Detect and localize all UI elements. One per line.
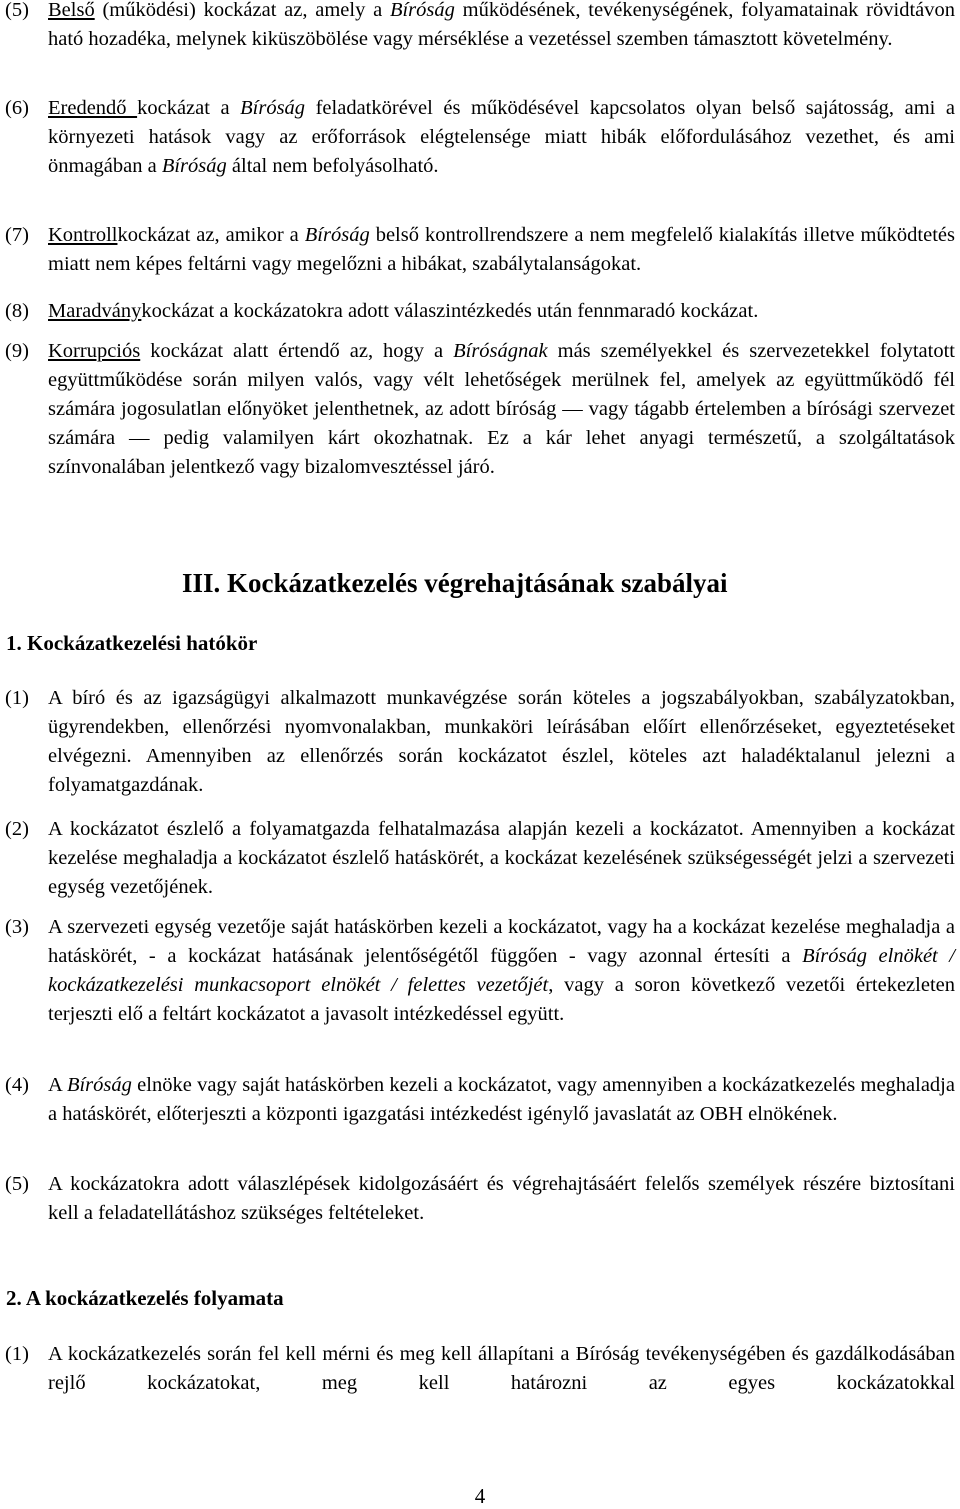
paragraph-text: Maradványkockázat a kockázatokra adott válaszintézkedés után fennmaradó kockázat. (48, 300, 759, 322)
definition-9 (5, 337, 955, 482)
defined-term: Korrupciós (48, 340, 141, 362)
paragraph-number: (5) (5, 0, 29, 21)
definition-6 (5, 94, 955, 181)
definition-7 (5, 221, 955, 279)
section1-paragraph-5 (5, 1170, 955, 1228)
paragraph-number: (6) (5, 97, 29, 119)
definition-8 (5, 297, 955, 326)
defined-term: Eredendő (48, 97, 138, 119)
italic-recipients: Bíróság elnökét / kockázatkezelési munkacsoport elnökét / felettes vezetőjét (48, 945, 955, 996)
paragraph-text: A Bíróság elnöke vagy saját hatáskörben kezeli a kockázatot, vagy amennyiben a kockázatkezelés meghaladja a hatáskörét, előterjeszti a központi igazgatási intézkedést igénylő javaslatát az OBH elnökének. (48, 1074, 955, 1125)
defined-term: Belső (48, 0, 95, 21)
section2-paragraph-1 (5, 1340, 955, 1398)
paragraph-number: (5) (5, 1173, 29, 1195)
page-number: 4 (474, 1484, 486, 1508)
paragraph-number: (2) (5, 818, 29, 840)
defined-term: Maradvány (48, 300, 142, 322)
section1-paragraph-3 (5, 913, 955, 1029)
paragraph-number: (4) (5, 1074, 29, 1096)
court-name: Bíróság (389, 0, 455, 21)
paragraph-number: (1) (5, 687, 29, 709)
paragraph-text: Korrupciós kockázat alatt értendő az, hogy a Bíróságnak más személyekkel és szervezetekkel folytatott együttműködése során milyen valós, vagy vélt lehetőségek merülnek fel, amelyek az együttműködő fél számára jogosulatlan előnyöket jelenthetnek, az adott bíróság — vagy tágabb értelemben a bírósági szervezet számára — pedig valamilyen kárt okozhatnak. Ez a kár lehet anyagi természetű, a szolgáltatások színvonalában jelentkező vagy bizalomvesztéssel járó. (48, 340, 955, 478)
paragraph-text: Kontrollkockázat az, amikor a Bíróság belső kontrollrendszere a nem megfelelő kialakítás illetve működtetés miatt nem képes feltárni vagy megelőzni a hibákat, szabálytalanságokat. (48, 224, 955, 275)
paragraph-number: (8) (5, 300, 29, 322)
court-name: Bíróság (66, 1074, 132, 1096)
defined-term: Kontroll (48, 224, 118, 246)
court-name: Bíróság (161, 155, 227, 177)
section-title: 2. A kockázatkezelés folyamata (6, 1286, 284, 1310)
section1-paragraph-2 (5, 815, 955, 902)
paragraph-number: (9) (5, 340, 29, 362)
section-title: 1. Kockázatkezelési hatókör (6, 631, 258, 655)
court-name: Bíróságnak (453, 340, 548, 362)
paragraph-number: (7) (5, 224, 29, 246)
paragraph-text: A bíró és az igazságügyi alkalmazott munkavégzése során köteles a jogszabályokban, szabályzatokban, ügyrendekben, ellenőrzési nyomvonalakban, munkaköri leírásában előírt ellenőrzéseket, egyeztetéseket elvégezni. Amennyiben az ellenőrzés során kockázatot észlel, köteles azt haladéktalanul jelezni a folyamatgazdának. (48, 687, 955, 796)
paragraph-number: (3) (5, 916, 29, 938)
section1-paragraph-4 (5, 1071, 955, 1129)
section1-paragraph-1 (5, 684, 955, 800)
paragraph-text: A kockázatot észlelő a folyamatgazda felhatalmazása alapján kezeli a kockázatot. Amennyiben a kockázat kezelése meghaladja a kockázatot észlelő hatáskörét, a kockázat kezelésének szükségességét jelzi a szervezeti egység vezetőjének. (48, 818, 955, 898)
paragraph-text: Belső (működési) kockázat az, amely a Bíróság működésének, tevékenységének, folyamatainak rövidtávon ható hozadéka, melynek kiküszöbölése vagy mérséklése a vezetéssel szemben támasztott követelmény. (48, 0, 955, 50)
definition-5 (5, 0, 955, 54)
paragraph-text: A kockázatkezelés során fel kell mérni és meg kell állapítani a Bíróság tevékenységében és gazdálkodásában rejlő kockázatokat, meg kell határozni az egyes kockázatokkal (48, 1343, 955, 1394)
paragraph-text: A kockázatokra adott válaszlépések kidolgozásáért és végrehajtásáért felelős személyek részére biztosítani kell a feladatellátáshoz szükséges feltételeket. (48, 1173, 955, 1224)
paragraph-number: (1) (5, 1343, 29, 1365)
paragraph-text: Eredendő kockázat a Bíróság feladatkörével és működésével kapcsolatos olyan belső sajátosság, ami a környezeti hatások vagy az erőforrások elégtelensége miatt hibák előfordulásához vezethet, és ami önmagában a Bíróság által nem befolyásolható. (48, 97, 955, 177)
chapter-title: III. Kockázatkezelés végrehajtásának szabályai (182, 568, 728, 598)
paragraph-text: A szervezeti egység vezetője saját hatáskörben kezeli a kockázatot, vagy ha a kockázat kezelése meghaladja a hatáskörét, - a kockázat hatásának jelentőségétől függően - vagy azonnal értesíti a Bíróság elnökét / kockázatkezelési munkacsoport elnökét / felettes vezetőjét, vagy a soron következő vezetői értekezleten terjeszti elő a feltárt kockázatot a javasolt intézkedéssel együtt. (48, 916, 955, 1025)
court-name: Bíróság (304, 224, 370, 246)
court-name: Bíróság (240, 97, 306, 119)
